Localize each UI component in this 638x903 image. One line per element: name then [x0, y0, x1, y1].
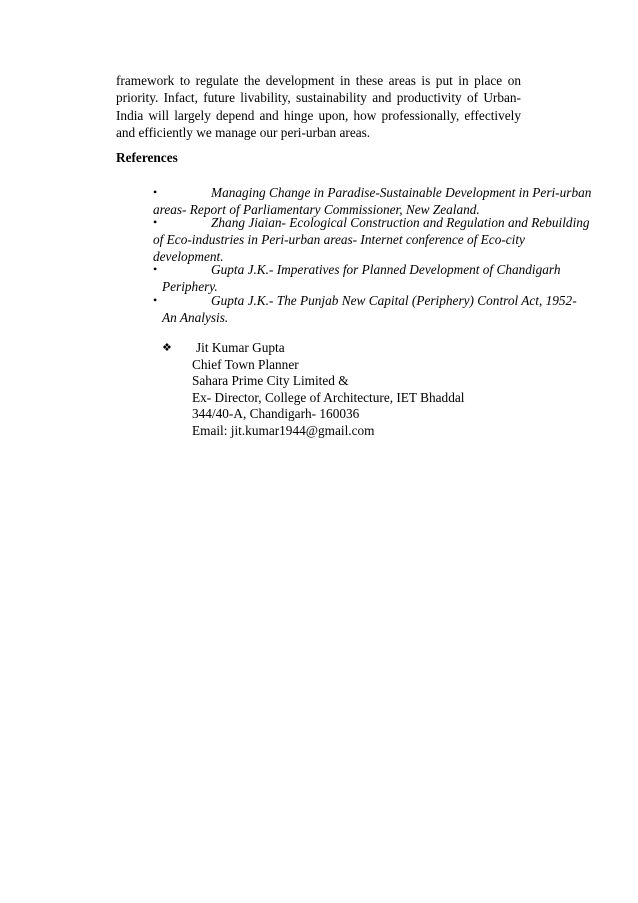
diamond-bullet-icon: ❖ [162, 342, 172, 354]
author-name: Jit Kumar Gupta [196, 340, 285, 355]
reference-line: of Eco-industries in Peri-urban areas- Internet conference of Eco-city [153, 232, 525, 247]
reference-item [153, 184, 591, 218]
reference-line: An Analysis. [162, 310, 229, 325]
bullet-icon: • [153, 185, 158, 199]
reference-line: Periphery. [162, 279, 218, 294]
author-email: Email: jit.kumar1944@gmail.com [192, 422, 375, 438]
reference-line: development. [153, 249, 224, 264]
reference-line: Gupta J.K.- The Punjab New Capital (Periphery) Control Act, 1952- [211, 293, 577, 308]
references-heading: References [116, 150, 178, 165]
reference-line: areas- Report of Parliamentary Commissioner, New Zealand. [153, 202, 480, 217]
author-address: 344/40-A, Chandigarh- 160036 [192, 406, 360, 422]
bullet-icon: • [153, 293, 158, 307]
reference-item [153, 214, 590, 265]
reference-line: Gupta J.K.- Imperatives for Planned Development of Chandigarh [211, 262, 561, 277]
bullet-icon: • [153, 262, 158, 276]
reference-line: Zhang Jiaian- Ecological Construction and Regulation and Rebuilding [211, 215, 590, 230]
reference-line: Managing Change in Paradise-Sustainable Development in Peri-urban [211, 185, 592, 200]
body-paragraph: framework to regulate the development in these areas is put in place on priority. Infact, future livability, sustainability and productivity of Urban- India will largely depend and hinge upon, how professionally, effectively and efficiently we manage our peri-urban areas. [116, 73, 521, 141]
bullet-icon: • [153, 215, 158, 229]
author-former-role: Ex- Director, College of Architecture, IET Bhaddal [192, 389, 465, 405]
reference-item [153, 261, 561, 295]
author-company: Sahara Prime City Limited & [192, 373, 349, 389]
author-title: Chief Town Planner [192, 356, 299, 372]
reference-item [153, 292, 577, 326]
